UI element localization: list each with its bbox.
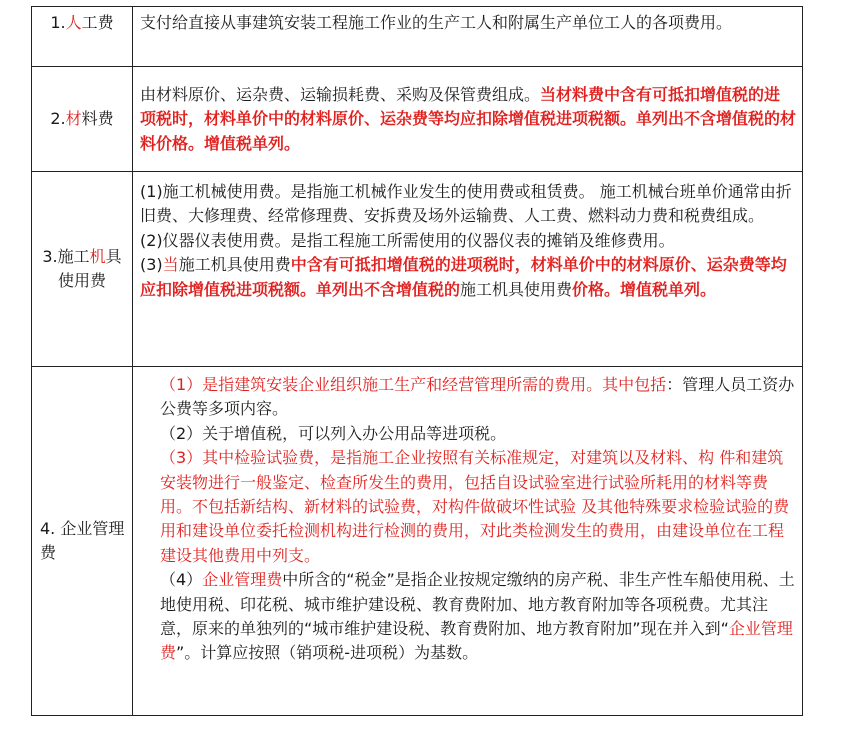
row-desc-management bbox=[133, 367, 803, 716]
table-row bbox=[32, 7, 803, 67]
row-label-labor bbox=[32, 7, 133, 67]
desc-highlight: 当材料费中含有可抵扣增值税的进项税时，材料单价中的材料原价、运杂费等均应扣除增值税进项税额。单列出不含增值税的材料价格。增值税单列。 bbox=[140, 85, 797, 153]
label-highlight: 人 bbox=[65, 13, 82, 32]
label-number: 2. bbox=[50, 108, 66, 128]
desc-para-4 bbox=[140, 568, 796, 666]
desc-para-1 bbox=[140, 373, 796, 422]
item-text: 施工机具使用费 bbox=[178, 255, 291, 275]
row-desc-labor bbox=[133, 7, 803, 67]
label-number: 1. bbox=[50, 13, 66, 32]
para-highlight: 企业管理费 bbox=[160, 619, 793, 663]
desc-item-1: (1)施工机械使用费。是指施工机械作业发生的使用费或租赁费。 施工机械台班单价通常由折旧费、大修理费、经常修理费、安拆费及场外运输费、人工费、燃料动力费和税费组成。 bbox=[140, 182, 792, 226]
label-highlight: 机 bbox=[89, 246, 106, 266]
desc-text: 由材料原价、运杂费、运输损耗费、采购及保管费组成。 bbox=[140, 85, 541, 104]
label-text: 料费 bbox=[81, 108, 114, 128]
para-number: （4） bbox=[160, 570, 203, 590]
desc-para-2: （2）关于增值税，可以列入办公用品等进项税。 bbox=[160, 423, 507, 443]
row-label-machinery bbox=[32, 172, 133, 367]
label-text: 4. 企业管理费 bbox=[40, 518, 125, 562]
item-highlight: 当 bbox=[162, 255, 179, 275]
table-row bbox=[32, 67, 803, 172]
label-text: 工费 bbox=[81, 13, 114, 32]
fee-table bbox=[31, 6, 803, 716]
label-text: 具使用费 bbox=[57, 246, 122, 290]
desc-item-2: (2)仪器仪表使用费。是指工程施工所需使用的仪器仪表的摊销及维修费用。 bbox=[140, 230, 675, 250]
row-desc-material bbox=[133, 67, 803, 172]
item-highlight-bold: 价格。增值税单列。 bbox=[572, 279, 717, 299]
para-text: ：管理人员工资办公费等多项内容。 bbox=[160, 375, 795, 419]
table-row bbox=[32, 172, 803, 367]
desc-para-3: （3）其中检验试验费，是指施工企业按照有关标准规定，对建筑以及材料、构 件和建筑安装物进行一般鉴定、检查所发生的费用，包括自设试验室进行试验所耗用的材料等费用。不包括新结构、新材料的试验费，对构件做破坏性试验 及其他特殊要求检验试验的费用和建设单位委托检测机构进行检测的费用，对此类检测发生的费用，由建设单位在工程建设其他费用中列支。 bbox=[160, 448, 790, 565]
label-highlight: 材 bbox=[65, 108, 82, 128]
label-number: 3.施工 bbox=[42, 246, 90, 266]
para-highlight: 企业管理费 bbox=[202, 570, 283, 590]
item-highlight-bold: 中含有可抵扣增值税的进项税时，材料单价中的材料原价、运杂费等均应扣除增值税进项税额。单列出不含增值税的 bbox=[140, 255, 787, 299]
para-highlight: （1）是指建筑安装企业组织施工生产和经营管理所需的费用。其中包括 bbox=[160, 375, 667, 394]
desc-text: 支付给直接从事建筑安装工程施工作业的生产工人和附属生产单位工人的各项费用。 bbox=[140, 13, 733, 32]
item-number: (3) bbox=[140, 255, 163, 275]
para-text: 中所含的“税金”是指企业按规定缴纳的房产税、非生产性车船使用税、土地使用税、印花税、城市维护建设税、教育费附加、地方教育附加等各项税费。尤其注意，原来的单独列的“城市维护建设税、教育费附加、地方教育附加”现在并入到“ bbox=[160, 570, 795, 639]
item-text: 施工机具使用费 bbox=[460, 279, 573, 299]
row-label-material bbox=[32, 67, 133, 172]
row-desc-machinery bbox=[133, 172, 803, 367]
table-row bbox=[32, 367, 803, 716]
para-text: ”。计算应按照（销项税-进项税）为基数。 bbox=[176, 643, 479, 663]
row-label-management bbox=[32, 367, 133, 716]
desc-item-3 bbox=[140, 253, 796, 302]
